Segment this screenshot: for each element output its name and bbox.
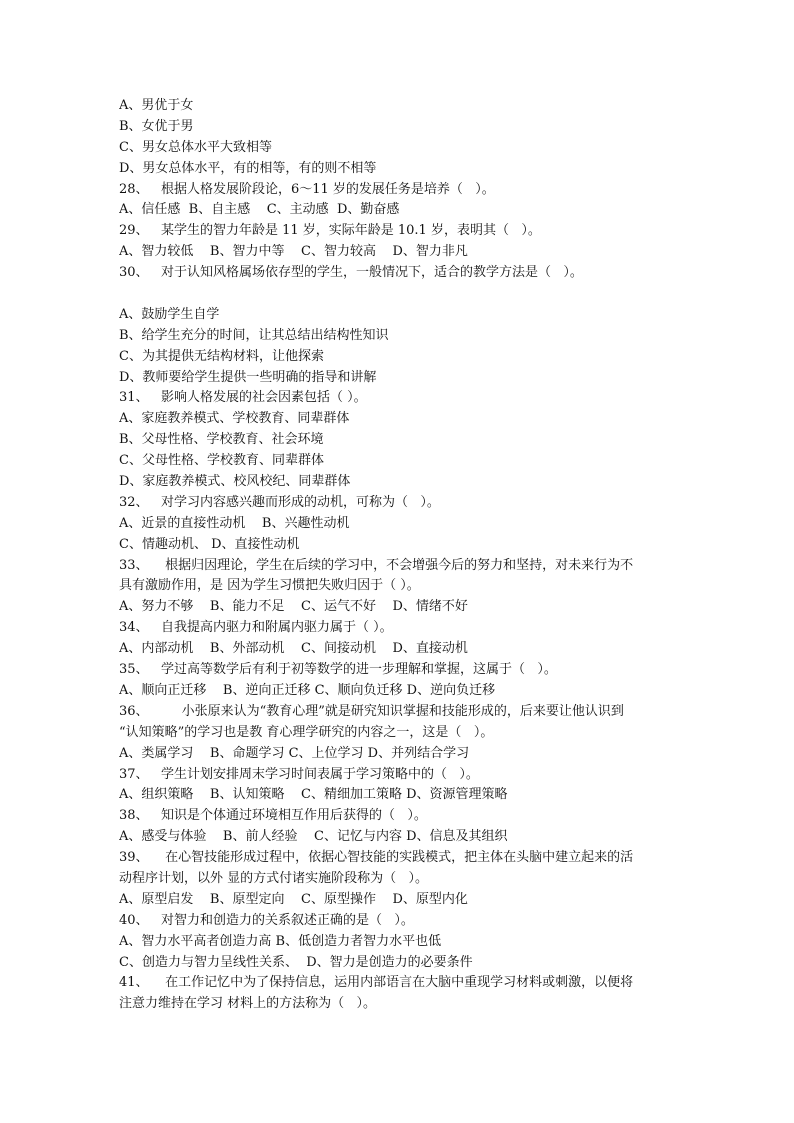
- question-36: 36、 小张原来认为“教育心理”就是研究知识掌握和技能形成的，后来要让他认识到: [119, 703, 624, 719]
- option-line: B、女优于男: [119, 118, 194, 134]
- question-39: 39、 在心智技能形成过程中，依据心智技能的实践模式，把主体在头脑中建立起来的活: [119, 850, 634, 866]
- options-36: A、类属学习 B、命题学习 C、上位学习 D、并列结合学习: [119, 745, 470, 761]
- option-line: B、给学生充分的时间，让其总结出结构性知识: [119, 327, 389, 343]
- option-line: C、为其提供无结构材料，让他探索: [119, 348, 324, 364]
- option-line: C、父母性格、学校教育、同辈群体: [119, 453, 324, 469]
- options-33: A、努力不够 B、能力不足 C、运气不好 D、情绪不好: [119, 599, 468, 615]
- blank-line: [119, 284, 679, 305]
- question-36-cont: “认知策略”的学习也是教 育心理学研究的内容之一，这是（ ）。: [119, 724, 494, 740]
- question-41: 41、 在工作记忆中为了保持信息，运用内部语言在大脑中重现学习材料或刺激，以便将: [119, 975, 634, 991]
- question-28: 28、 根据人格发展阶段论，6～11 岁的发展任务是培养（ ）。: [119, 181, 495, 197]
- option-line: D、家庭教养模式、校风校纪、同辈群体: [119, 474, 351, 490]
- option-line: A、鼓励学生自学: [119, 306, 220, 322]
- option-line: C、情趣动机、 D、直接性动机: [119, 536, 300, 552]
- question-35: 35、 学过高等数学后有利于初等数学的进一步理解和掌握，这属于（ ）。: [119, 662, 557, 678]
- option-line: C、男女总体水平大致相等: [119, 139, 272, 155]
- options-35: A、顺向正迁移 B、逆向正迁移 C、顺向负迁移 D、逆向负迁移: [119, 682, 496, 698]
- question-31: 31、 影响人格发展的社会因素包括（ ）。: [119, 390, 367, 406]
- option-line: A、男优于女: [119, 98, 194, 113]
- options-38: A、感受与体验 B、前人经验 C、记忆与内容 D、信息及其组织: [119, 829, 508, 845]
- option-line: C、创造力与智力呈线性关系、 D、智力是创造力的必要条件: [119, 954, 473, 970]
- question-40: 40、 对智力和创造力的关系叙述正确的是（ ）。: [119, 912, 414, 928]
- options-39: A、原型启发 B、原型定向 C、原型操作 D、原型内化: [119, 891, 468, 907]
- question-41-cont: 注意力维持在学习 材料上的方法称为（ ）。: [119, 996, 377, 1012]
- question-29: 29、 某学生的智力年龄是 11 岁，实际年龄是 10.1 岁，表明其（ ）。: [119, 223, 541, 239]
- options-28: A、信任感 B、自主感 C、主动感 D、勤奋感: [119, 202, 400, 218]
- option-line: A、智力水平高者创造力高 B、低创造力者智力水平也低: [119, 933, 442, 949]
- option-line: A、家庭教养模式、学校教育、同辈群体: [119, 411, 350, 427]
- question-39-cont: 动程序计划，以外 显的方式付诸实施阶段称为（ ）。: [119, 870, 429, 886]
- option-line: D、男女总体水平，有的相等，有的则不相等: [119, 160, 377, 176]
- option-line: B、父母性格、学校教育、社会环境: [119, 432, 324, 448]
- options-34: A、内部动机 B、外部动机 C、间接动机 D、直接动机: [119, 641, 468, 657]
- question-34: 34、 自我提高内驱力和附属内驱力属于（ ）。: [119, 620, 393, 636]
- options-29: A、智力较低 B、智力中等 C、智力较高 D、智力非凡: [119, 244, 468, 260]
- question-30: 30、 对于认知风格属场依存型的学生，一般情况下，适合的教学方法是（ ）。: [119, 265, 583, 281]
- question-37: 37、 学生计划安排周末学习时间表属于学习策略中的（ ）。: [119, 766, 479, 782]
- question-33: 33、 根据归因理论，学生在后续的学习中，不会增强今后的努力和坚持，对未来行为不: [119, 557, 634, 573]
- question-38: 38、 知识是个体通过环境相互作用后获得的（ ）。: [119, 808, 427, 824]
- option-line: A、近景的直接性动机 B、兴趣性动机: [119, 515, 350, 531]
- question-32: 32、 对学习内容感兴趣而形成的动机，可称为（ ）。: [119, 494, 440, 510]
- exam-questions-text: [119, 96, 679, 1015]
- option-line: D、教师要给学生提供一些明确的指导和讲解: [119, 369, 377, 385]
- question-33-cont: 具有激励作用，是 因为学生习惯把失败归因于（ ）。: [119, 578, 420, 594]
- options-37: A、组织策略 B、认知策略 C、精细加工策略 D、资源管理策略: [119, 787, 508, 803]
